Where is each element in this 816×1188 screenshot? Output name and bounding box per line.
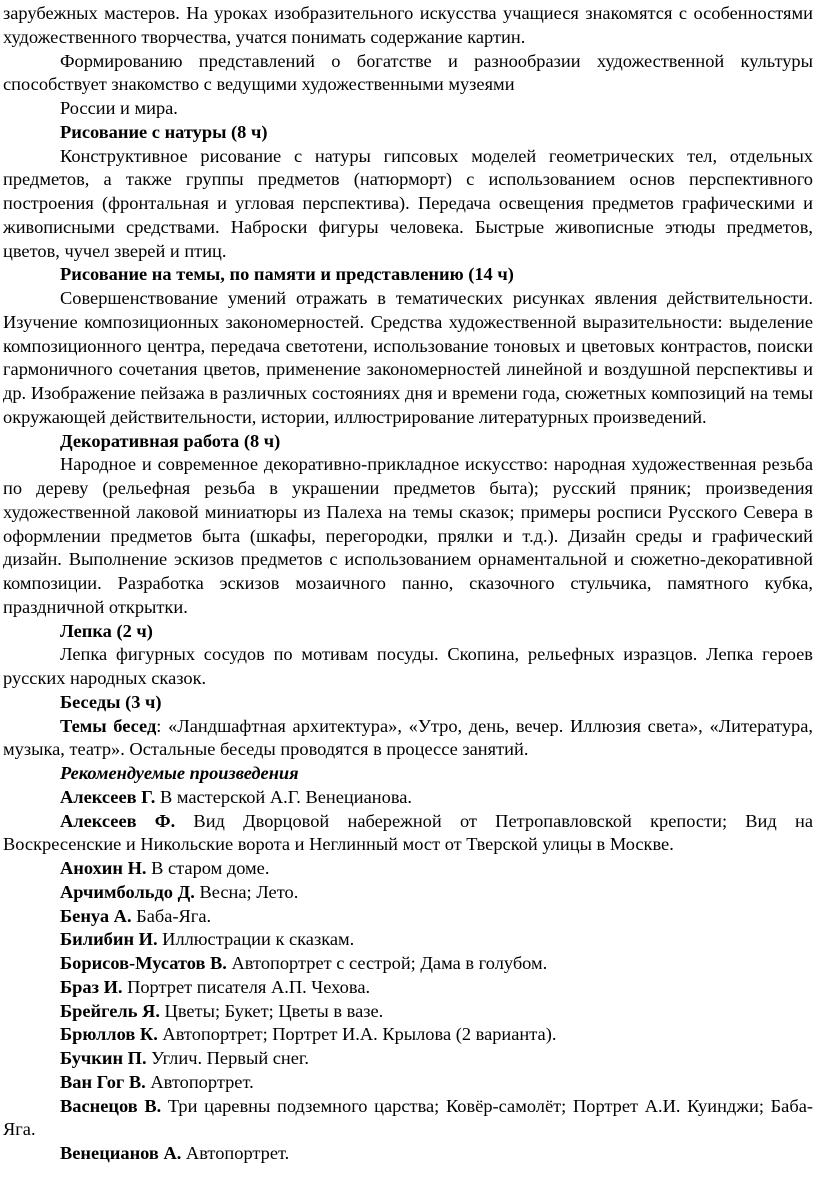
work-title: Цветы; Букет; Цветы в вазе. [159, 1000, 384, 1021]
heading-drawing-themes: Рисование на темы, по памяти и представлению (14 ч) [60, 264, 514, 285]
work-author: Браз И. [60, 976, 123, 997]
heading-modelling: Лепка (2 ч) [60, 620, 153, 641]
work-entry [3, 905, 813, 929]
work-author: Алексеев Г. [60, 786, 156, 807]
paragraph-russia-world: России и мира. [60, 98, 178, 118]
work-author: Ван Гог В. [60, 1071, 146, 1092]
work-title: Автопортрет с сестрой; Дама в голубом. [226, 953, 548, 973]
work-title: Иллюстрации к сказкам. [157, 929, 355, 950]
work-title: Автопортрет. [181, 1143, 290, 1163]
paragraph-modelling: Лепка фигурных сосудов по мотивам посуды. Скопина, рельефных изразцов. Лепка героев русских народных сказок. [3, 644, 813, 688]
work-entry [3, 1095, 813, 1143]
heading-talks: Беседы (3 ч) [60, 691, 162, 712]
paragraph-drawing-from-nature: Конструктивное рисование с натуры гипсовых моделей геометрических тел, отдельных предметов, а также группы предметов (натюрморт) с использованием основ перспективного построения (фронтальная и угловая перспектива). Передача освещения предметов графическими и живописными средствами. Наброски фигуры человека. Быстрые живописные этюды предметов, цветов, чучел зверей и птиц. [3, 145, 813, 261]
work-author: Алексеев Ф. [60, 810, 176, 831]
paragraph-museums: Формированию представлений о богатстве и разнообразии художественной культуры способствует знакомство с ведущими художественными музеями [3, 50, 813, 95]
work-author: Венецианов А. [60, 1143, 182, 1163]
work-title: В мастерской А.Г. Венецианова. [155, 786, 413, 807]
work-author: Анохин Н. [60, 858, 147, 878]
work-entry [3, 881, 813, 905]
work-title: Вид Дворцовой набережной от Петропавловской крепости; Вид на Воскресенские и Никольские ворота и Неглинный мост от Тверской улицы в Москве. [3, 810, 813, 855]
work-entry [3, 1023, 813, 1047]
work-author: Арчимбольдо Д. [60, 881, 195, 902]
work-title: Автопортрет. [145, 1071, 254, 1092]
work-entry [3, 952, 813, 976]
talks-label: Темы бесед [60, 715, 157, 736]
paragraph-intro: зарубежных мастеров. На уроках изобразительного искусства учащиеся знакомятся с особенностями художественного творчества, учатся понимать содержание картин. [3, 3, 813, 47]
work-author: Бучкин П. [60, 1048, 147, 1068]
work-author: Брюллов К. [60, 1024, 158, 1045]
work-title: Баба-Яга. [131, 905, 212, 926]
work-title: Три царевны подземного царства; Ковёр-самолёт; Портрет А.И. Куинджи; Баба-Яга. [3, 1095, 813, 1140]
heading-recommended-works: Рекомендуемые произведения [60, 763, 299, 783]
work-entry [3, 786, 813, 810]
work-entry [3, 1047, 813, 1071]
work-entry [3, 928, 813, 952]
works-list [3, 786, 813, 1166]
work-title: Портрет писателя А.П. Чехова. [122, 976, 371, 997]
work-entry [3, 810, 813, 858]
heading-drawing-from-nature: Рисование с натуры (8 ч) [60, 121, 268, 142]
paragraph-decorative-work: Народное и современное декоративно-прикладное искусство: народная художественная резьба по дереву (рельефная резьба в украшении предметов быта); русский пряник; произведения художественной лаковой миниатюры из Палеха на темы сказок; примеры росписи Русского Севера в оформлении предметов быта (шкафы, перегородки, прялки и т.д.). Дизайн среды и графический дизайн. Выполнение эскизов предметов с использованием орнаментальной и сюжетно-декоративной композиции. Разработка эскизов мозаичного панно, сказочного стульчика, памятного кубка, праздничной открытки. [3, 454, 813, 617]
paragraph-talks [3, 715, 813, 763]
work-entry [3, 1142, 813, 1166]
work-author: Брейгель Я. [60, 1000, 160, 1021]
work-author: Бенуа А. [60, 905, 132, 926]
work-title: Весна; Лето. [194, 881, 299, 902]
work-title: В старом доме. [146, 858, 270, 878]
work-entry [3, 1071, 813, 1095]
heading-decorative-work: Декоративная работа (8 ч) [60, 430, 281, 451]
work-author: Борисов-Мусатов В. [60, 953, 227, 973]
work-author: Васнецов В. [60, 1095, 162, 1116]
work-title: Углич. Первый снег. [146, 1048, 309, 1068]
work-entry [3, 857, 813, 881]
paragraph-drawing-themes: Совершенствование умений отражать в тематических рисунках явления действительности. Изучение композиционных закономерностей. Средства художественной выразительности: выделение композиционного центра, передача светотени, использование тоновых и цветовых контрастов, поиски гармоничного сочетания цветов, применение закономерностей линейной и воздушной перспективы и др. Изображение пейзажа в различных состояниях дня и времени года, сюжетных композиций на темы окружающей действительности, истории, иллюстрирование литературных произведений. [3, 288, 813, 427]
work-entry [3, 976, 813, 1000]
work-title: Автопортрет; Портрет И.А. Крылова (2 варианта). [157, 1024, 557, 1045]
work-entry [3, 1000, 813, 1024]
talks-text: : «Ландшафтная архитектура», «Утро, день, вечер. Иллюзия света», «Литература, музыка, театр». Остальные беседы проводятся в процессе занятий. [3, 715, 813, 760]
work-author: Билибин И. [60, 929, 158, 950]
